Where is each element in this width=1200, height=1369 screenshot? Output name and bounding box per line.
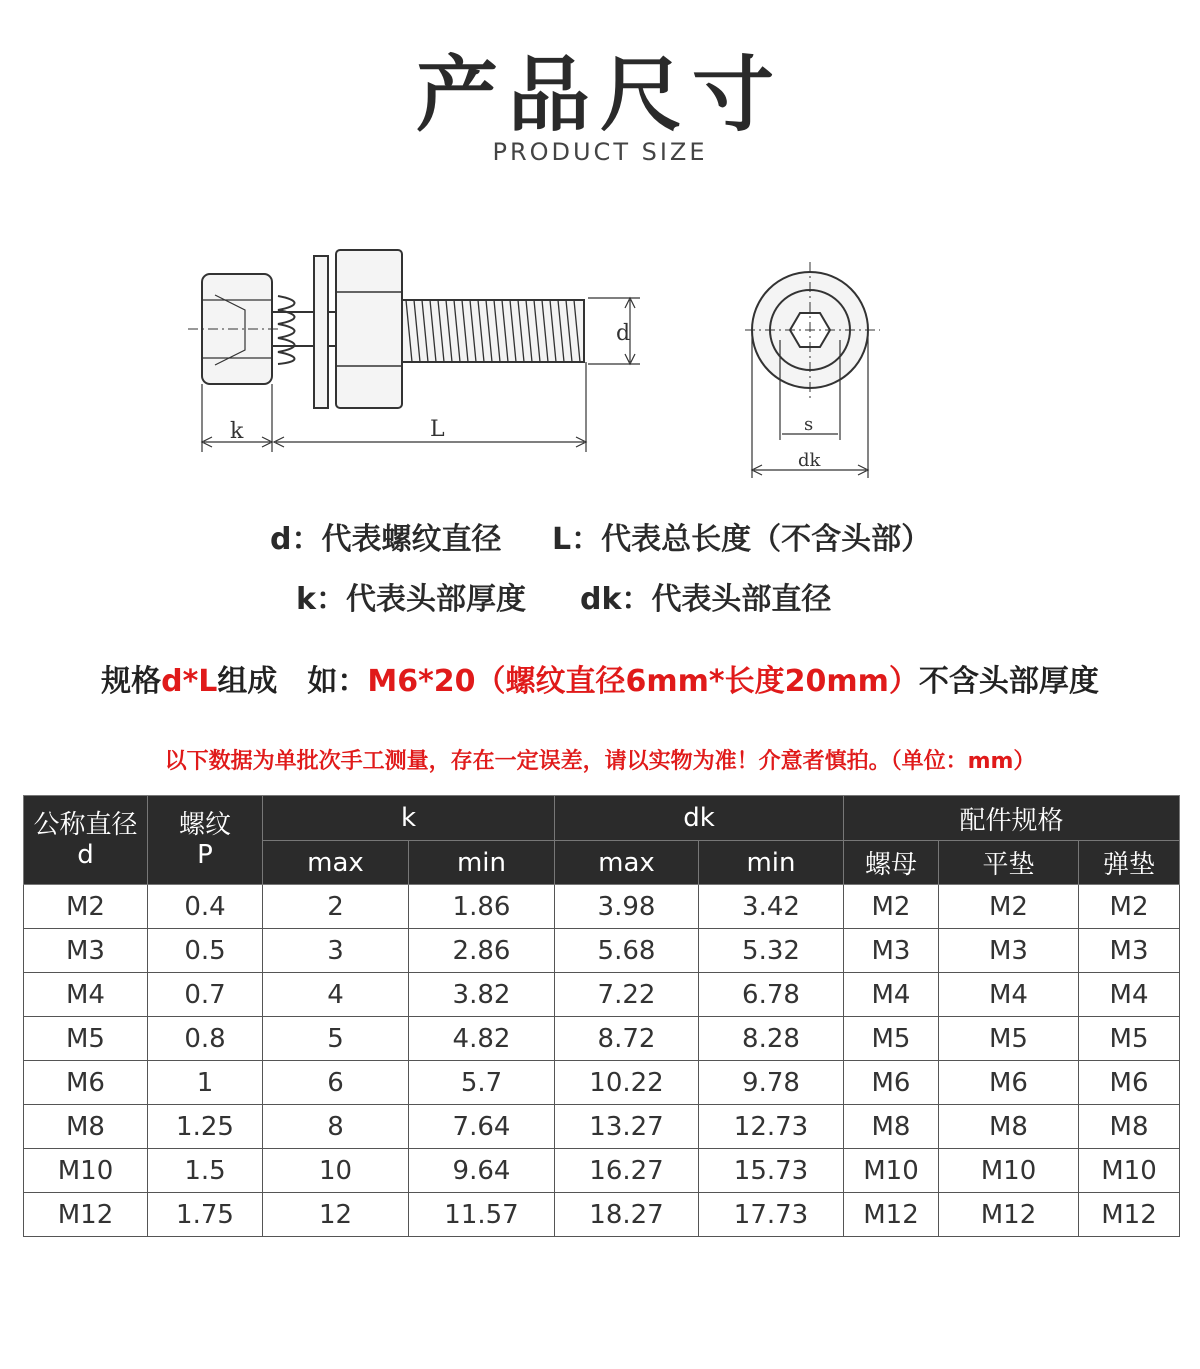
header-pitch-line2: P xyxy=(197,840,213,870)
cell-nominal-diameter: M2 xyxy=(24,885,148,929)
legend-d xyxy=(270,514,501,558)
cell-k-max: 8 xyxy=(263,1105,409,1149)
cell-flat-washer: M2 xyxy=(939,885,1079,929)
cell-nominal-diameter: M6 xyxy=(24,1061,148,1105)
legend-L xyxy=(552,514,931,558)
cell-pitch: 0.8 xyxy=(148,1017,263,1061)
header-dk: dk xyxy=(555,796,844,841)
thread-side-view xyxy=(402,300,584,362)
cell-dk-min: 17.73 xyxy=(699,1193,844,1237)
page-title: 产品尺寸 xyxy=(415,48,784,143)
cell-nominal-diameter: M3 xyxy=(24,929,148,973)
cell-k-min: 7.64 xyxy=(409,1105,555,1149)
table-row xyxy=(24,1193,1180,1237)
flat-washer-side-view xyxy=(314,256,328,408)
table-row xyxy=(24,885,1180,929)
cell-pitch: 0.7 xyxy=(148,973,263,1017)
legend-L-key: L： xyxy=(552,522,602,557)
table-row xyxy=(24,973,1180,1017)
cell-dk-max: 8.72 xyxy=(555,1017,699,1061)
cell-k-max: 6 xyxy=(263,1061,409,1105)
d-dimension xyxy=(588,298,640,364)
cell-nut: M6 xyxy=(844,1061,939,1105)
cell-spring-washer: M12 xyxy=(1079,1193,1180,1237)
cell-nut: M10 xyxy=(844,1149,939,1193)
table-row xyxy=(24,1149,1180,1193)
cell-flat-washer: M3 xyxy=(939,929,1079,973)
table-row xyxy=(24,929,1180,973)
page-subtitle: PRODUCT SIZE xyxy=(492,138,708,166)
cell-k-max: 5 xyxy=(263,1017,409,1061)
table-row xyxy=(24,1017,1180,1061)
cell-k-max: 2 xyxy=(263,885,409,929)
header-k: k xyxy=(263,796,555,841)
cell-spring-washer: M5 xyxy=(1079,1017,1180,1061)
cell-dk-max: 5.68 xyxy=(555,929,699,973)
cell-k-min: 4.82 xyxy=(409,1017,555,1061)
cell-dk-max: 13.27 xyxy=(555,1105,699,1149)
size-table xyxy=(23,795,1180,1237)
cell-dk-min: 3.42 xyxy=(699,885,844,929)
k-label: k xyxy=(230,419,244,444)
header-nut: 螺母 xyxy=(844,841,939,885)
legend-k xyxy=(296,574,526,618)
header-spring-washer: 弹垫 xyxy=(1079,841,1180,885)
cell-dk-max: 3.98 xyxy=(555,885,699,929)
header-accessories: 配件规格 xyxy=(844,796,1180,841)
cell-k-max: 10 xyxy=(263,1149,409,1193)
cell-flat-washer: M10 xyxy=(939,1149,1079,1193)
cell-k-min: 1.86 xyxy=(409,885,555,929)
cell-k-max: 3 xyxy=(263,929,409,973)
cell-nominal-diameter: M12 xyxy=(24,1193,148,1237)
header-k-min: min xyxy=(409,841,555,885)
cell-dk-min: 8.28 xyxy=(699,1017,844,1061)
spec-mid: 组成 如： xyxy=(217,664,368,699)
cell-k-min: 5.7 xyxy=(409,1061,555,1105)
spec-suffix: 不含头部厚度 xyxy=(918,664,1099,699)
header-nominal-line1: 公称直径 xyxy=(33,810,138,840)
screw-head-side-view xyxy=(188,274,282,384)
screw-diagram xyxy=(0,0,1200,500)
L-label: L xyxy=(430,417,445,442)
spec-line xyxy=(0,656,1200,700)
header-dk-max: max xyxy=(555,841,699,885)
table-row xyxy=(24,1061,1180,1105)
cell-nut: M2 xyxy=(844,885,939,929)
spec-example: M6*20（螺纹直径6mm*长度20mm） xyxy=(367,664,919,699)
cell-nut: M8 xyxy=(844,1105,939,1149)
legend-L-text: 代表总长度（不含头部） xyxy=(601,522,932,557)
cell-nominal-diameter: M5 xyxy=(24,1017,148,1061)
d-label: d xyxy=(616,321,631,346)
cell-spring-washer: M8 xyxy=(1079,1105,1180,1149)
cell-nominal-diameter: M10 xyxy=(24,1149,148,1193)
cell-nut: M4 xyxy=(844,973,939,1017)
cell-nut: M12 xyxy=(844,1193,939,1237)
cell-flat-washer: M8 xyxy=(939,1105,1079,1149)
cell-k-max: 12 xyxy=(263,1193,409,1237)
cell-dk-min: 6.78 xyxy=(699,973,844,1017)
table-row xyxy=(24,1105,1180,1149)
cell-nut: M3 xyxy=(844,929,939,973)
cell-k-max: 4 xyxy=(263,973,409,1017)
cell-dk-max: 7.22 xyxy=(555,973,699,1017)
legend-dk xyxy=(580,574,831,618)
cell-spring-washer: M4 xyxy=(1079,973,1180,1017)
dk-label: dk xyxy=(798,450,821,471)
legend-k-text: 代表头部厚度 xyxy=(345,582,526,617)
cell-dk-max: 18.27 xyxy=(555,1193,699,1237)
cell-pitch: 1.5 xyxy=(148,1149,263,1193)
cell-flat-washer: M5 xyxy=(939,1017,1079,1061)
cell-k-min: 9.64 xyxy=(409,1149,555,1193)
header-k-max: max xyxy=(263,841,409,885)
cell-nominal-diameter: M4 xyxy=(24,973,148,1017)
cell-k-min: 11.57 xyxy=(409,1193,555,1237)
cell-flat-washer: M12 xyxy=(939,1193,1079,1237)
legend-dk-text: 代表头部直径 xyxy=(651,582,832,617)
cell-dk-max: 16.27 xyxy=(555,1149,699,1193)
cell-spring-washer: M10 xyxy=(1079,1149,1180,1193)
screw-head-top-view xyxy=(745,262,880,398)
cell-pitch: 0.4 xyxy=(148,885,263,929)
cell-flat-washer: M6 xyxy=(939,1061,1079,1105)
header-dk-min: min xyxy=(699,841,844,885)
cell-pitch: 1.25 xyxy=(148,1105,263,1149)
cell-k-min: 3.82 xyxy=(409,973,555,1017)
legend-d-text: 代表螺纹直径 xyxy=(321,522,502,557)
cell-pitch: 1.75 xyxy=(148,1193,263,1237)
spec-formula: d*L xyxy=(161,664,218,699)
legend-dk-key: dk： xyxy=(580,582,652,617)
cell-pitch: 1 xyxy=(148,1061,263,1105)
header-pitch-line1: 螺纹 xyxy=(178,810,231,840)
nut-side-view xyxy=(336,250,402,408)
cell-dk-max: 10.22 xyxy=(555,1061,699,1105)
header-pitch xyxy=(148,796,263,885)
cell-spring-washer: M3 xyxy=(1079,929,1180,973)
header-nominal-diameter xyxy=(24,796,148,885)
cell-nut: M5 xyxy=(844,1017,939,1061)
cell-k-min: 2.86 xyxy=(409,929,555,973)
s-label: s xyxy=(804,414,814,435)
legend-k-key: k： xyxy=(296,582,346,617)
cell-dk-min: 5.32 xyxy=(699,929,844,973)
cell-pitch: 0.5 xyxy=(148,929,263,973)
cell-spring-washer: M6 xyxy=(1079,1061,1180,1105)
header-flat-washer: 平垫 xyxy=(939,841,1079,885)
legend-d-key: d： xyxy=(270,522,322,557)
cell-dk-min: 15.73 xyxy=(699,1149,844,1193)
header-nominal-line2: d xyxy=(77,840,94,870)
cell-dk-min: 9.78 xyxy=(699,1061,844,1105)
cell-flat-washer: M4 xyxy=(939,973,1079,1017)
spec-prefix: 规格 xyxy=(101,664,162,699)
measurement-note: 以下数据为单批次手工测量，存在一定误差，请以实物为准！介意者慎拍。（单位：mm） xyxy=(164,749,1036,774)
cell-spring-washer: M2 xyxy=(1079,885,1180,929)
table-body xyxy=(24,885,1180,1237)
cell-dk-min: 12.73 xyxy=(699,1105,844,1149)
cell-nominal-diameter: M8 xyxy=(24,1105,148,1149)
